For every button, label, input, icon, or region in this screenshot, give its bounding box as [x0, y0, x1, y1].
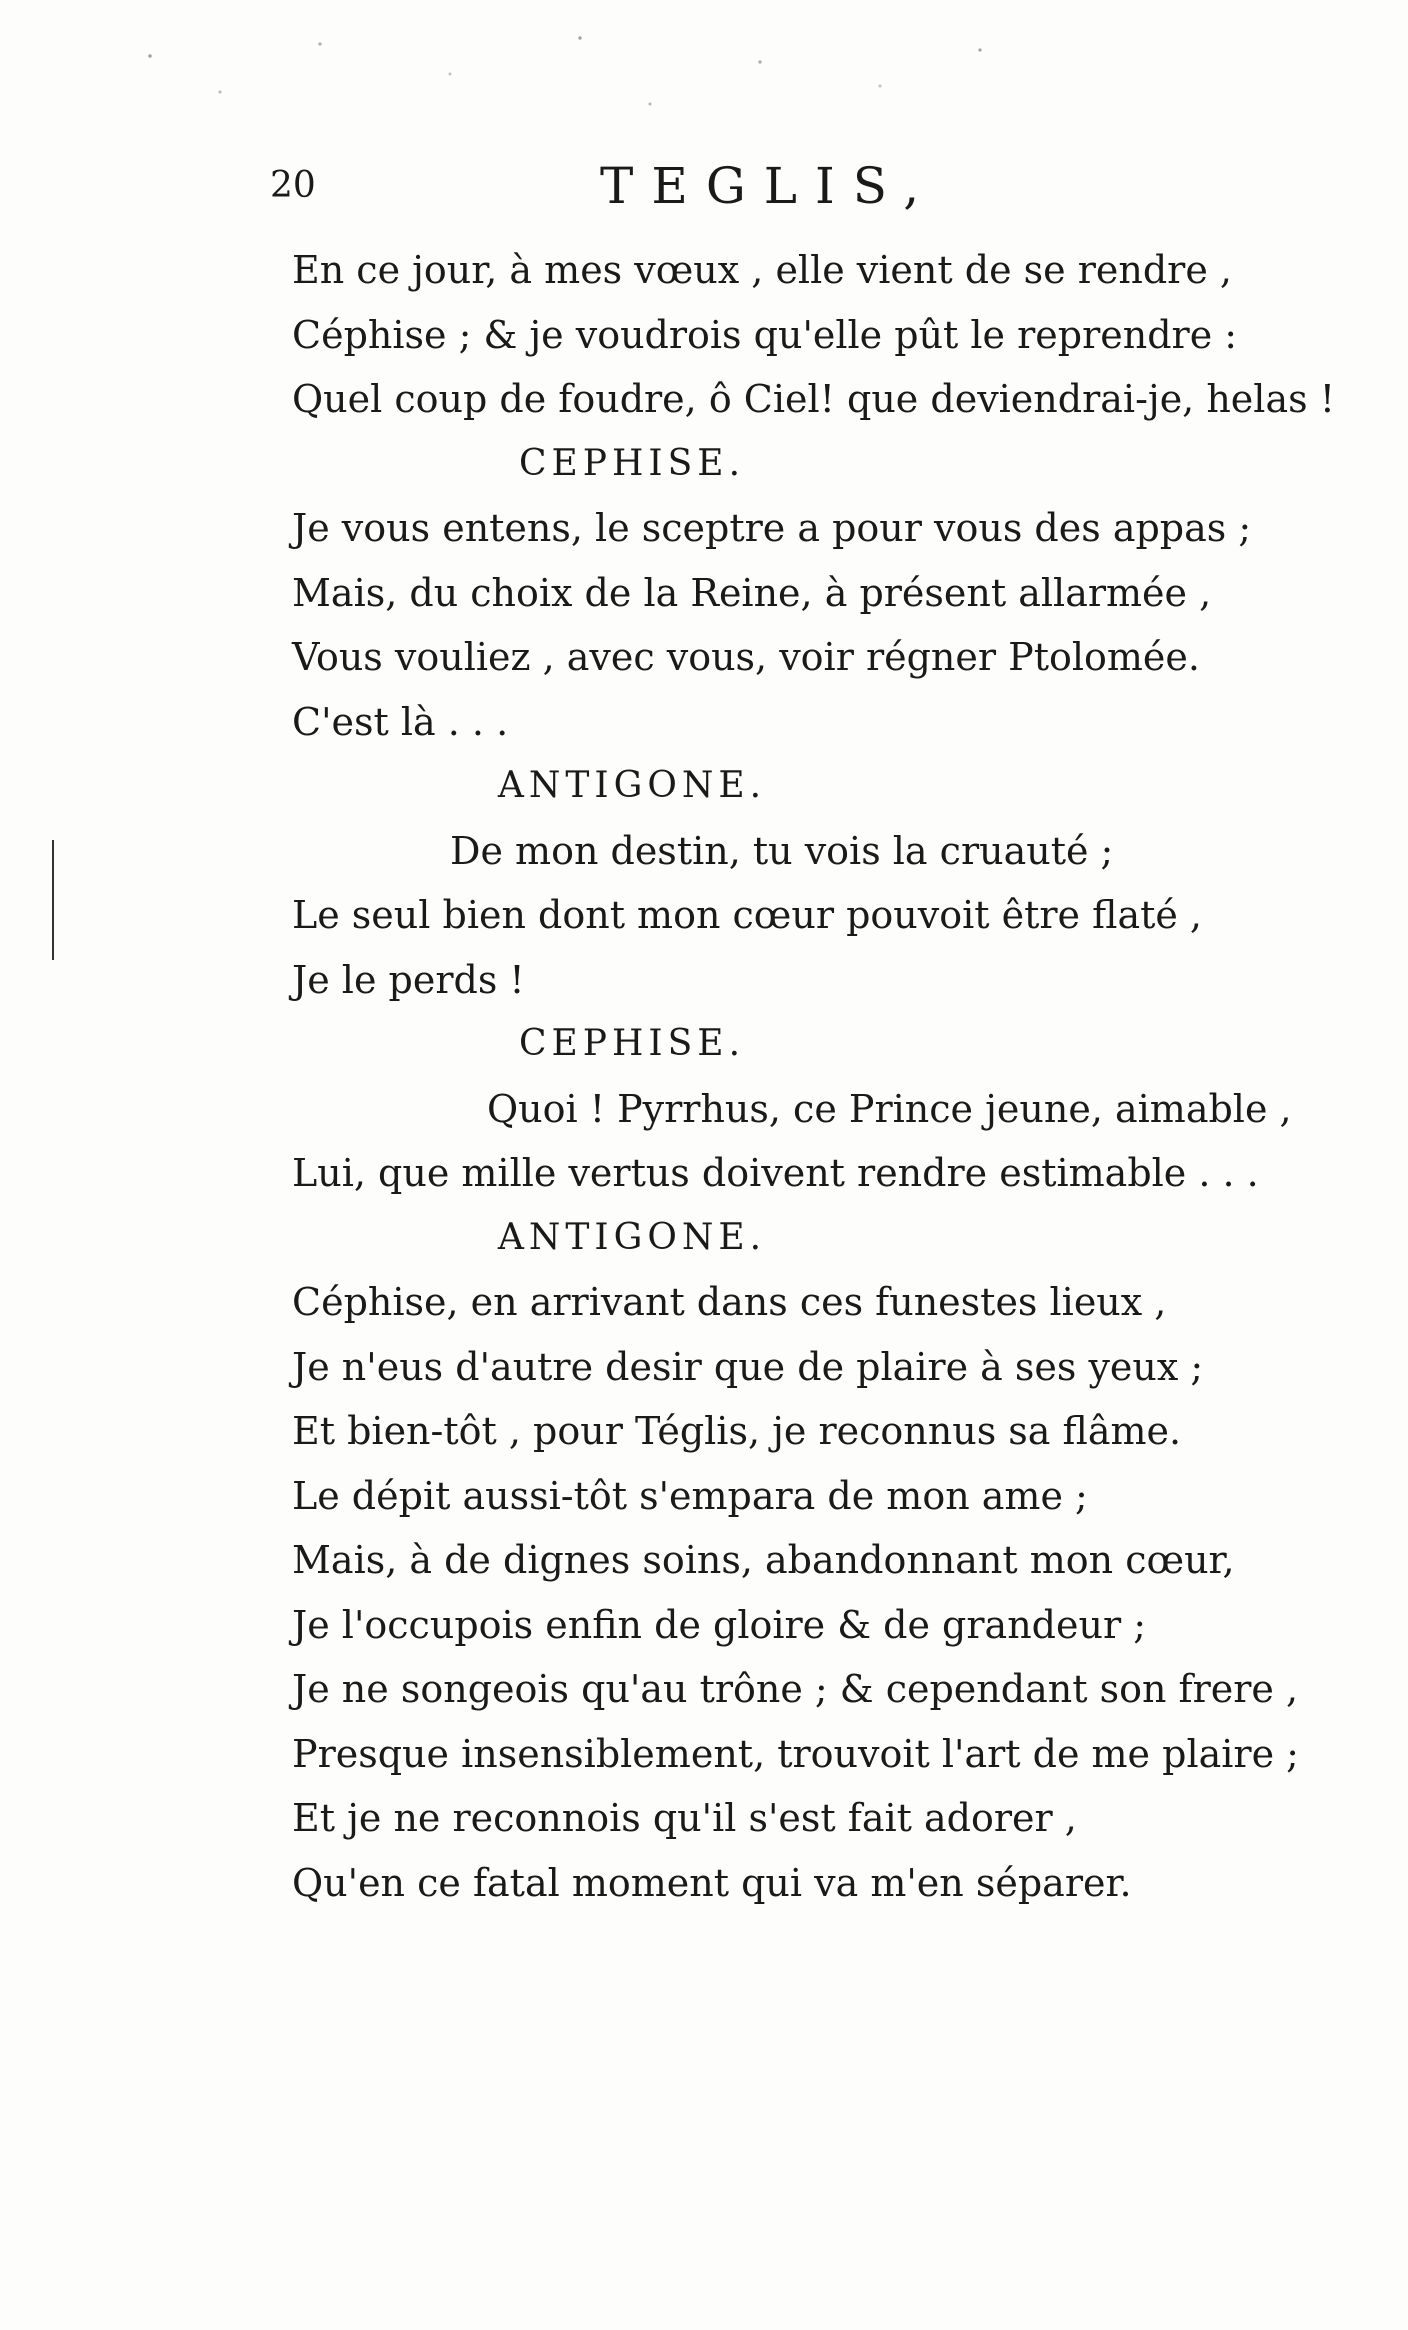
speaker-name: ANTIGONE.: [497, 1216, 767, 1258]
speaker-name: CEPHISE.: [518, 1023, 746, 1064]
running-title: TEGLIS,: [600, 157, 938, 215]
verse-line: Le dépit aussi-tôt s'empara de mon ame ;: [292, 1473, 1088, 1518]
verse-line: Céphise, en arrivant dans ces funestes lieux ,: [292, 1280, 1167, 1324]
play-text: [292, 238, 1335, 1915]
verse-line: Le seul bien dont mon cœur pouvoit être flaté ,: [292, 893, 1203, 937]
verse-line: Mais, du choix de la Reine, à présent allarmée ,: [292, 570, 1212, 615]
verse-line: Mais, à de dignes soins, abandonnant mon cœur,: [292, 1538, 1235, 1582]
verse-line: De mon destin, tu vois la cruauté ;: [450, 828, 1114, 873]
speaker-name: CEPHISE.: [518, 442, 746, 484]
verse-line: C'est là . . .: [292, 699, 509, 744]
verse-line: Qu'en ce fatal moment qui va m'en séparer.: [292, 1860, 1132, 1905]
verse-line: Je n'eus d'autre desir que de plaire à ses yeux ;: [292, 1344, 1204, 1389]
verse-line: Vous vouliez , avec vous, voir régner Ptolomée.: [292, 635, 1200, 679]
verse-line: Quel coup de foudre, ô Ciel! que deviendrai-je, helas !: [292, 377, 1335, 421]
verse-line: En ce jour, à mes vœux , elle vient de se rendre ,: [292, 248, 1232, 292]
verse-line: Et je ne reconnois qu'il s'est fait adorer ,: [292, 1796, 1077, 1840]
verse-line: Et bien-tôt , pour Téglis, je reconnus sa flâme.: [292, 1409, 1182, 1453]
verse-line: Céphise ; & je voudrois qu'elle pût le reprendre :: [292, 312, 1238, 357]
verse-line: Je l'occupois enfin de gloire & de grandeur ;: [292, 1602, 1146, 1647]
verse-line: Presque insensiblement, trouvoit l'art de me plaire ;: [292, 1731, 1299, 1776]
page-header: [270, 157, 1130, 225]
verse-line: Je ne songeois qu'au trône ; & cependant son frere ,: [292, 1667, 1299, 1711]
page-number: 20: [270, 165, 316, 206]
verse-line: Lui, que mille vertus doivent rendre estimable . . .: [292, 1151, 1259, 1195]
speaker-name: ANTIGONE.: [497, 765, 767, 806]
margin-mark: [52, 840, 54, 960]
verse-line: Je vous entens, le sceptre a pour vous des appas ;: [292, 506, 1252, 550]
paper-speckle: [100, 20, 1100, 140]
verse-line: Je le perds !: [292, 957, 525, 1002]
verse-line: Quoi ! Pyrrhus, ce Prince jeune, aimable ,: [487, 1086, 1292, 1131]
